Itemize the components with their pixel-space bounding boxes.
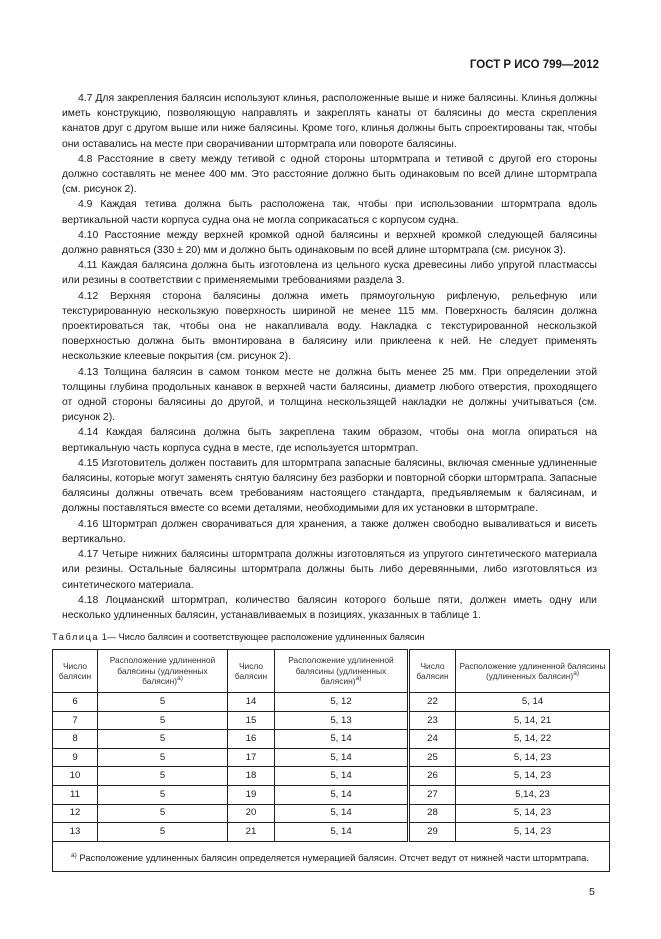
page-number: 5 [589,885,595,898]
cell-position: 5, 14 [275,823,409,842]
cell-count: 21 [228,823,275,842]
cell-position: 5, 14, 22 [456,730,610,749]
table-row [53,730,610,749]
cell-count: 18 [228,767,275,786]
table-footnote: $^{а)}$ Расположение удлиненных балясин определяется нумерацией балясин. Отсчет ведут от нижней части штормтрапа. [53,841,610,871]
table-row [53,693,610,712]
cell-count: 11 [53,786,98,805]
header-count: Число балясин [53,650,98,693]
cell-position: 5, 13 [275,711,409,730]
table-caption [52,631,661,643]
cell-count: 28 [409,804,456,823]
cell-count: 19 [228,786,275,805]
cell-count: 20 [228,804,275,823]
document-header: ГОСТ Р ИСО 799—2012 [469,59,599,71]
cell-count: 12 [53,804,98,823]
cell-position: 5, 14, 23 [456,823,610,842]
cell-count: 29 [409,823,456,842]
cell-position: 5, 14 [275,730,409,749]
cell-position: 5 [98,786,228,805]
footnote-row [53,841,610,871]
cell-count: 23 [409,711,456,730]
cell-count: 17 [228,748,275,767]
cell-count: 14 [228,693,275,712]
table-row [53,748,610,767]
cell-position: 5 [98,767,228,786]
cell-count: 26 [409,767,456,786]
cell-count: 6 [53,693,98,712]
cell-count: 22 [409,693,456,712]
header-position: Расположение удлиненной балясины (удлиненных балясин)$^{а)}$ [456,650,610,693]
table-row [53,786,610,805]
cell-count: 7 [53,711,98,730]
cell-position: 5, 12 [275,693,409,712]
cell-count: 15 [228,711,275,730]
cell-count: 8 [53,730,98,749]
cell-position: 5, 14 [275,786,409,805]
cell-position: 5,14, 23 [456,786,610,805]
header-position: Расположение удлиненной балясины (удлиненных балясин)$^{а)}$ [275,650,409,693]
paragraph: 4.9 Каждая тетива должна быть расположена так, чтобы при использовании штормтрапа вдоль вертикальной части корпуса судна она не могла соприкасаться с корпусом судна. [62,199,597,226]
cell-count: 24 [409,730,456,749]
cell-count: 16 [228,730,275,749]
cell-position: 5, 14, 21 [456,711,610,730]
paragraph: 4.13 Толщина балясин в самом тонком месте не должна быть менее 25 мм. При определении этой толщины глубина продольных канавок в верхней части балясины, диаметр любого отверстия, проходящего от одной стороны балясины до другой, и толщина нескользящей накладки не должны учитываться (см. рисунок 2). [62,366,597,424]
cell-position: 5, 14 [275,767,409,786]
paragraph: 4.8 Расстояние в свету между тетивой с одной стороны штормтрапа и тетивой с другой его стороны должно составлять не менее 400 мм. Это расстояние должно быть одинаковым по всей длине штормтрапа (см. рисунок 2). [62,153,597,196]
paragraph: 4.15 Изготовитель должен поставить для штормтрапа запасные балясины, включая сменные удлиненные балясины, которые могут заменять снятую балясину без разборки и повторной сборки штормтрапа. Запасные балясины должны отвечать всем требованиям настоящего стандарта, предъявляемым к балясинам, и должны поставляться вместе со всеми деталями, необходимыми для их установки в штормтрапе. [62,457,597,515]
body-text [62,91,597,623]
cell-position: 5, 14 [275,748,409,767]
cell-position: 5, 14 [456,693,610,712]
paragraph: 4.18 Лоцманский штормтрап, количество балясин которого больше пяти, должен иметь одну или несколько удлиненных балясин, устанавливаемых в позициях, указанных в таблице 1. [62,594,597,621]
header-count: Число балясин [409,650,456,693]
table-row [53,804,610,823]
paragraph: 4.12 Верхняя сторона балясины должна иметь прямоугольную рифленую, рельефную или текстурированную нескользкую поверхность шириной не менее 115 мм. Поверхность балясин должна проектироваться так, чтобы она не накапливала воду. Накладка с текстурированной нескользкой поверхностью должна быть вмонтирована в балясину или приклеена к ней. Не следует применять нескользкие клеевые покрытия (см. рисунок 2). [62,290,597,363]
caption-word: Таблица [52,632,100,643]
header-count: Число балясин [228,650,275,693]
table-row [53,767,610,786]
balusters-table [52,649,610,872]
cell-count: 25 [409,748,456,767]
header-position: Расположение удлиненной балясины (удлиненных балясин)$^{а)}$ [98,650,228,693]
paragraph: 4.17 Четыре нижних балясины штормтрапа должны изготовляться из упругого синтетического материала или резины. Остальные балясины штормтрапа должны быть либо деревянными, либо изготовляться из синтетического материала. [62,549,597,591]
table-row [53,823,610,842]
cell-position: 5 [98,804,228,823]
cell-count: 13 [53,823,98,842]
paragraph: 4.11 Каждая балясина должна быть изготовлена из цельного куска древесины либо упругой пластмассы или резины в соответствии с применяемыми требованиями раздела 3. [62,260,597,287]
cell-position: 5, 14, 23 [456,767,610,786]
cell-position: 5, 14 [275,804,409,823]
cell-position: 5, 14, 23 [456,804,610,823]
cell-count: 10 [53,767,98,786]
cell-position: 5 [98,748,228,767]
cell-position: 5 [98,693,228,712]
cell-position: 5 [98,823,228,842]
paragraph: 4.7 Для закрепления балясин используют клинья, расположенные выше и ниже балясины. Клинья должны иметь конструкцию, позволяющую направлять и закреплять канаты от балясины до места скрепления канатов друг с другом выше или ниже балясины. Кроме того, клинья должны быть спроектированы так, чтобы они оставались на месте при сворачивании штормтрапа или повороте балясины. [62,93,597,150]
table-header-row [53,650,610,693]
caption-text: 1— Число балясин и соответствующее расположение удлиненных балясин [99,632,425,643]
cell-position: 5, 14, 23 [456,748,610,767]
paragraph: 4.16 Штормтрап должен сворачиваться для хранения, а также должен свободно вываливаться и висеть вертикально. [62,518,597,545]
table-row [53,711,610,730]
cell-position: 5 [98,730,228,749]
paragraph: 4.10 Расстояние между верхней кромкой одной балясины и верхней кромкой следующей балясины должно равняться (330 ± 20) мм и должно быть одинаковым по всей длине штормтрапа (см. рисунок 3). [62,229,597,257]
cell-count: 9 [53,748,98,767]
cell-count: 27 [409,786,456,805]
cell-position: 5 [98,711,228,730]
paragraph: 4.14 Каждая балясина должна быть закреплена таким образом, чтобы она могла опираться на вертикальную часть корпуса судна в месте, где используется штормтрап. [62,427,597,454]
